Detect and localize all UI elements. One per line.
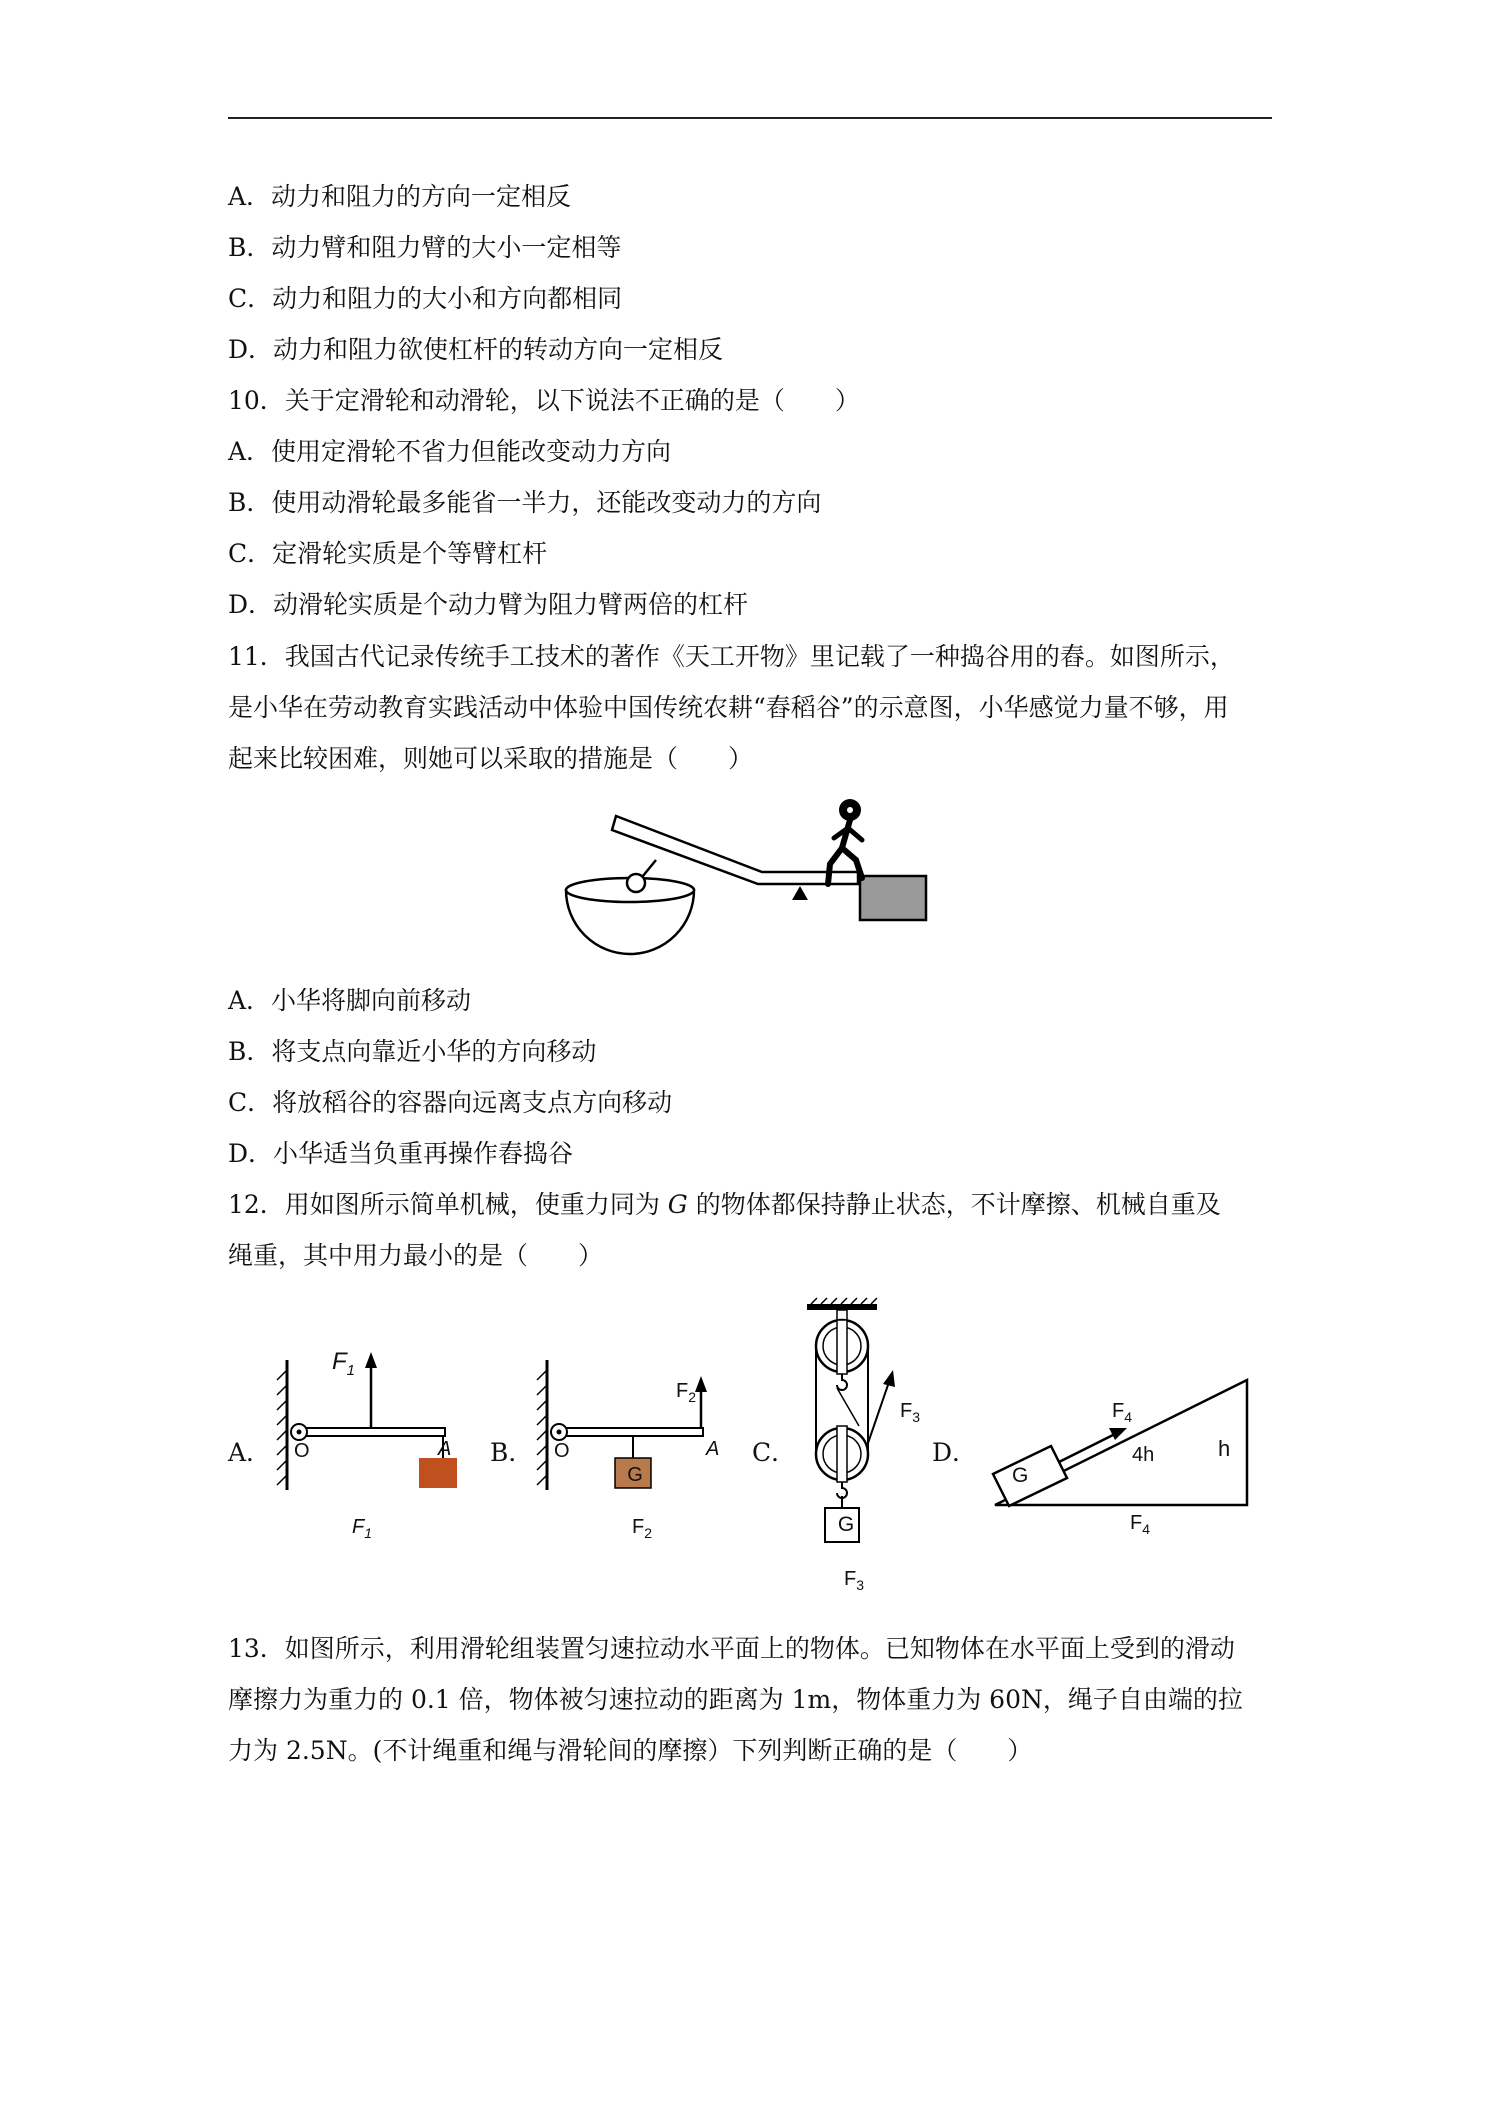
q12-fig-b-force-label: $F_2$ bbox=[676, 1380, 697, 1405]
q9-option-d: D．动力和阻力欲使杠杆的转动方向一定相反 bbox=[228, 335, 724, 364]
q10-option-a: A．使用定滑轮不省力但能改变动力方向 bbox=[228, 437, 672, 466]
q12-fig-d-force-label: $F_4$ bbox=[1112, 1400, 1133, 1425]
figure-mortar-lever bbox=[560, 790, 940, 970]
q13-stem-line-1: 13．如图所示，利用滑轮组装置匀速拉动水平面上的物体。已知物体在水平面上受到的滑动 bbox=[228, 1634, 1235, 1663]
q11-option-c: C．将放稻谷的容器向远离支点方向移动 bbox=[228, 1088, 673, 1117]
q12-stem-variable: G bbox=[667, 1190, 688, 1219]
q11-stem-line-1: 11．我国古代记录传统手工技术的著作《天工开物》里记载了一种捣谷用的舂。如图所示， bbox=[228, 642, 1235, 671]
q12-fig-b-weight-label: G bbox=[627, 1464, 643, 1486]
q12-fig-a-pivot-label: O bbox=[294, 1440, 310, 1462]
q12-fig-a-caption: $F_1$ bbox=[352, 1516, 373, 1541]
q13-stem-line-2: 摩擦力为重力的 0.1 倍，物体被匀速拉动的距离为 1m，物体重力为 60N，绳子自由端的拉 bbox=[228, 1685, 1243, 1714]
q9-option-a: A．动力和阻力的方向一定相反 bbox=[228, 182, 572, 211]
q12-fig-a-force-label: $F_1$ bbox=[332, 1348, 356, 1379]
q11-option-b: B．将支点向靠近小华的方向移动 bbox=[228, 1037, 597, 1066]
q12-fig-c-caption: $F_3$ bbox=[844, 1568, 865, 1593]
q12-fig-b-letter: B． bbox=[490, 1438, 534, 1467]
q11-option-d: D．小华适当负重再操作舂捣谷 bbox=[228, 1139, 574, 1168]
q12-stem-line-2: 绳重，其中用力最小的是（ ） bbox=[228, 1241, 604, 1270]
q10-stem: 10．关于定滑轮和动滑轮，以下说法不正确的是（ ） bbox=[228, 386, 860, 415]
q11-option-a: A．小华将脚向前移动 bbox=[228, 986, 472, 1015]
q12-fig-a-weight bbox=[419, 1458, 457, 1488]
q12-fig-d-weight-label: G bbox=[1012, 1464, 1029, 1487]
q12-fig-d-height-label: h bbox=[1218, 1436, 1231, 1461]
q13-stem-line-3: 力为 2.5N。(不计绳重和绳与滑轮间的摩擦）下列判断正确的是（ ） bbox=[228, 1736, 1033, 1765]
q12-fig-b-pivot-label: O bbox=[554, 1440, 570, 1462]
header-rule bbox=[228, 117, 1272, 119]
q12-fig-d-slope-label: 4h bbox=[1132, 1444, 1155, 1466]
q12-fig-d-caption: $F_4$ bbox=[1130, 1512, 1151, 1537]
q12-fig-b-end-label: A bbox=[706, 1438, 720, 1460]
q9-option-c: C．动力和阻力的大小和方向都相同 bbox=[228, 284, 623, 313]
q12-figure-c bbox=[795, 1296, 945, 1596]
q10-option-d: D．动滑轮实质是个动力臂为阻力臂两倍的杠杆 bbox=[228, 590, 749, 619]
q12-fig-b-caption: $F_2$ bbox=[632, 1516, 653, 1541]
q12-stem-pre: 12．用如图所示简单机械，使重力同为 bbox=[228, 1190, 668, 1219]
q12-fig-c-weight-label: G bbox=[837, 1513, 855, 1536]
q9-option-b: B．动力臂和阻力臂的大小一定相等 bbox=[228, 233, 622, 262]
q12-fig-c-letter: C． bbox=[752, 1438, 797, 1467]
q10-option-b: B．使用动滑轮最多能省一半力，还能改变动力的方向 bbox=[228, 488, 822, 517]
q12-fig-a-letter: A． bbox=[228, 1438, 272, 1467]
q12-fig-c-force-label: $F_3$ bbox=[900, 1400, 921, 1425]
q12-stem-line-1 bbox=[228, 1188, 1221, 1222]
q10-option-c: C．定滑轮实质是个等臂杠杆 bbox=[228, 539, 548, 568]
q12-figure-d bbox=[985, 1368, 1255, 1518]
q12-fig-d-letter: D． bbox=[932, 1438, 978, 1467]
q12-fig-a-end-label: A bbox=[438, 1438, 452, 1460]
q11-stem-line-2: 是小华在劳动教育实践活动中体验中国传统农耕“舂稻谷”的示意图，小华感觉力量不够，用 bbox=[228, 693, 1229, 722]
q12-stem-post: 的物体都保持静止状态，不计摩擦、机械自重及 bbox=[687, 1190, 1221, 1219]
q11-stem-line-3: 起来比较困难，则她可以采取的措施是（ ） bbox=[228, 744, 754, 773]
